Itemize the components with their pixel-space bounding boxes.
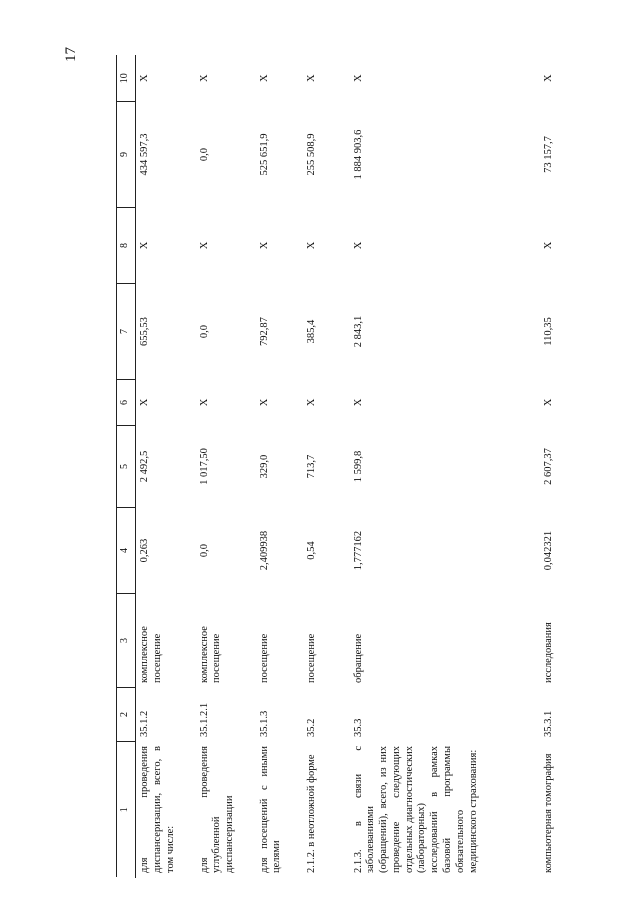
row-value-5: 2 492,5 (139, 450, 150, 483)
row-value-10: X (305, 74, 317, 83)
row-value-8: X (305, 241, 317, 250)
row-value-6: X (542, 398, 554, 407)
row-value-9: 73 157,7 (542, 136, 554, 173)
row-value-4: 0,0 (198, 543, 210, 558)
row-value-9: 1 884 903,6 (352, 129, 364, 180)
row-name: 2.1.2. в неотложной форме (305, 754, 317, 873)
row-value-10: X (198, 74, 210, 83)
row-name: компьютерная томография (542, 753, 554, 873)
table-row (196, 56, 256, 878)
row-value-5: 1 017,50 (198, 448, 210, 485)
row-unit: обращение (352, 633, 364, 683)
row-code: 35.3.1 (542, 710, 554, 737)
row-value-7: 0,0 (198, 324, 210, 339)
column-header: 7 (117, 284, 136, 380)
row-value-4: 2,409938 (258, 530, 270, 571)
column-header: 8 (117, 208, 136, 284)
row-code: 35.1.3 (258, 710, 270, 737)
table-row (540, 56, 586, 878)
table-row (256, 56, 303, 878)
row-value-9: 255 508,9 (305, 133, 317, 176)
row-value-8: X (258, 241, 270, 250)
table-row (303, 56, 350, 878)
column-header: 10 (117, 56, 136, 102)
row-value-7: 385,4 (305, 319, 317, 344)
table-header-row (117, 56, 136, 878)
row-value-6: X (198, 398, 210, 407)
column-header: 6 (117, 380, 136, 426)
row-value-5: 713,7 (305, 454, 317, 479)
row-value-6: X (258, 398, 270, 407)
row-value-10: X (352, 74, 364, 83)
row-value-4: 1,777162 (352, 530, 364, 571)
column-header: 2 (117, 688, 136, 742)
row-code: 35.1.2.1 (198, 702, 210, 737)
row-value-8: X (352, 241, 364, 250)
row-value-8: X (139, 241, 150, 250)
row-value-9: 525 651,9 (258, 133, 270, 176)
row-value-6: X (305, 398, 317, 407)
column-header: 9 (117, 102, 136, 208)
row-unit: исследования (542, 622, 554, 683)
row-value-5: 2 607,37 (542, 448, 554, 485)
row-name: 2.1.3. в связи с заболеваниями (обращений), всего, из них проведение следующих отдельных диагностических (лабораторных) исследований в рамках базовой программы обязательного медицинского страхования: (352, 746, 479, 873)
row-value-10: X (139, 74, 150, 83)
column-header: 4 (117, 508, 136, 594)
row-value-4: 0,042321 (542, 530, 554, 571)
row-value-7: 655,53 (139, 317, 150, 346)
row-value-5: 329,0 (258, 454, 270, 479)
row-value-6: X (352, 398, 364, 407)
page-number: 17 (63, 47, 79, 62)
row-name: для проведения углубленной диспансеризации (198, 746, 236, 873)
row-unit: комплексное посещение (139, 626, 163, 683)
row-value-8: X (542, 241, 554, 250)
data-table (116, 56, 586, 879)
table-row (136, 56, 196, 878)
row-value-9: 0,0 (198, 147, 210, 162)
row-name: для проведения диспансеризации, всего, в том числе: (139, 746, 176, 873)
row-unit: посещение (258, 633, 270, 683)
column-header: 3 (117, 594, 136, 688)
row-code: 35.2 (305, 718, 317, 737)
row-code: 35.1.2 (139, 710, 150, 737)
row-code: 35.3 (352, 718, 364, 737)
row-value-4: 0,263 (139, 538, 150, 563)
row-unit: посещение (305, 633, 317, 683)
row-value-5: 1 599,8 (352, 450, 364, 483)
row-value-7: 2 843,1 (352, 315, 364, 348)
row-value-8: X (198, 241, 210, 250)
row-unit: комплексное посещение (198, 626, 223, 683)
column-header: 5 (117, 426, 136, 508)
row-value-10: X (258, 74, 270, 83)
table-row (350, 56, 540, 878)
row-value-4: 0,54 (305, 541, 317, 560)
rotated-table-container (116, 56, 616, 878)
row-value-6: X (139, 398, 150, 407)
row-value-10: X (542, 74, 554, 83)
row-value-9: 434 597,3 (139, 133, 150, 176)
column-header: 1 (117, 742, 136, 878)
row-value-7: 792,87 (258, 317, 270, 346)
row-name: для посещений с иными целями (258, 746, 283, 873)
row-value-7: 110,35 (542, 317, 554, 346)
